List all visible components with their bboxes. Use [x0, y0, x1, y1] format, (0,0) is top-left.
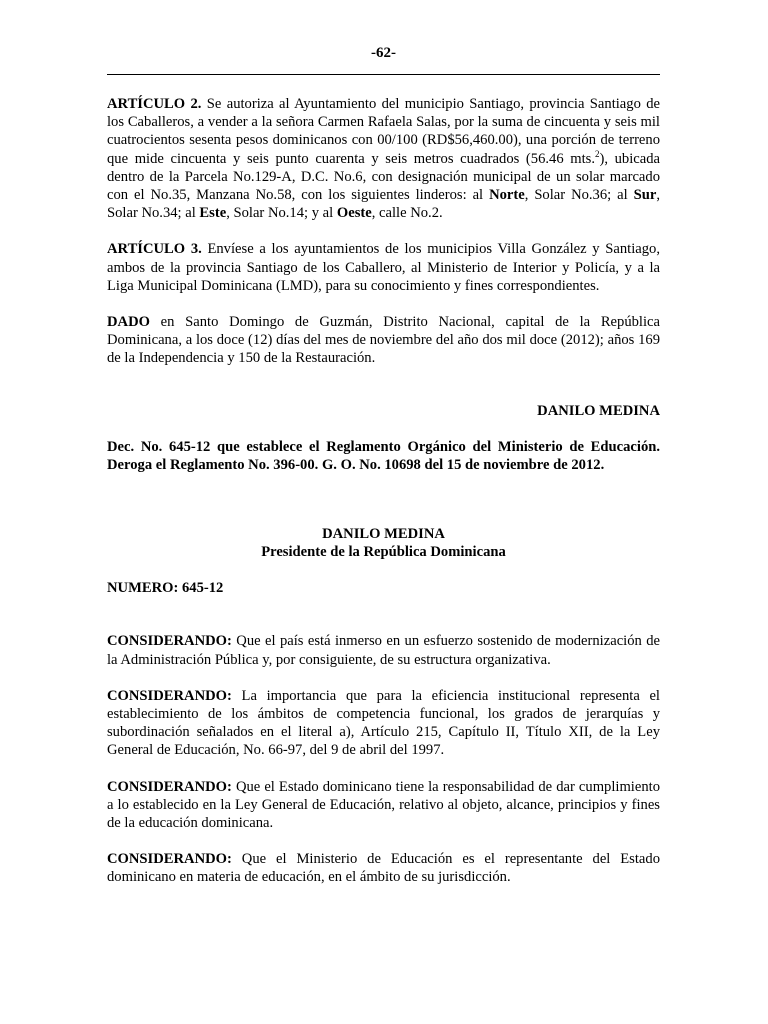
- lindero-este: Este: [199, 205, 227, 222]
- articulo-2-text-6: , calle No.2.: [371, 205, 443, 222]
- page-number: -62-: [371, 45, 396, 61]
- articulo-2-text-3: , Solar No.36; al: [524, 187, 634, 204]
- decree-number: NUMERO: 645-12: [107, 580, 224, 597]
- considerando-label: CONSIDERANDO:: [107, 851, 232, 868]
- articulo-3-paragraph: [107, 240, 660, 295]
- president-title: Presidente de la República Dominicana: [261, 544, 506, 561]
- lindero-oeste: Oeste: [336, 205, 372, 222]
- articulo-3-text: Envíese a los ayuntamientos de los municipios Villa González y Santiago, ambos de la provincia Santiago de los Caballero, al Ministerio de Interior y Policía, y a la Liga Municipal Dominicana (LMD), para su conocimiento y fines correspondientes.: [107, 241, 660, 294]
- dado-text: en Santo Domingo de Guzmán, Distrito Nacional, capital de la República Dominicana, a los doce (12) días del mes de noviembre del año dos mil doce (2012); años 169 de la Independencia y 150 de la Restauración.: [107, 314, 660, 367]
- dado-paragraph: [107, 313, 660, 368]
- considerando-label: CONSIDERANDO:: [107, 633, 232, 650]
- articulo-2-paragraph: [107, 95, 660, 222]
- lindero-sur: Sur: [633, 187, 657, 204]
- president-heading: [107, 525, 660, 561]
- dado-label: DADO: [107, 314, 150, 331]
- considerando-paragraph: [107, 687, 660, 760]
- decree-title: Dec. No. 645-12 que establece el Reglamento Orgánico del Ministerio de Educación. Deroga el Reglamento No. 396-00. G. O. No. 10698 del 15 de noviembre de 2012.: [107, 438, 660, 473]
- considerando-paragraph: [107, 850, 660, 886]
- considerando-text: Que el Estado dominicano tiene la responsabilidad de dar cumplimiento a lo establecido en la Ley General de Educación, relativo al objeto, alcance, principios y fines de la educación dominicana.: [107, 778, 660, 832]
- header-rule: [107, 74, 660, 75]
- lindero-norte: Norte: [489, 187, 525, 204]
- considerando-paragraph: [107, 632, 660, 668]
- articulo-2-text-2: ), ubicada dentro de la Parcela No.129-A, D.C. No.6, con designación municipal de un solar marcado con el No.35, Manzana No.58, con los siguientes linderos: al: [107, 150, 660, 204]
- articulo-2-text-5: , Solar No.14; y al: [226, 205, 337, 222]
- articulo-2-text-1: Se autoriza al Ayuntamiento del municipio Santiago, provincia Santiago de los Caballeros, a vender a la señora Carmen Rafaela Salas, por la suma de cincuenta y seis mil cuatrocientos sesenta pesos dominicanos con 00/100 (RD$56,460.00), una porción de terreno que mide cincuenta y seis punto cuarenta y seis metros cuadrados (56.46 mts.: [107, 96, 660, 167]
- considerando-label: CONSIDERANDO:: [107, 778, 232, 795]
- president-name: DANILO MEDINA: [322, 526, 445, 543]
- articulo-3-label: ARTÍCULO 3.: [107, 241, 202, 258]
- articulo-2-text-4: , Solar No.34; al: [107, 187, 660, 222]
- considerando-label: CONSIDERANDO:: [107, 687, 232, 704]
- considerando-text: Que el Ministerio de Educación es el representante del Estado dominicano en materia de educación, en el ámbito de su jurisdicción.: [107, 851, 660, 886]
- signature: DANILO MEDINA: [537, 402, 660, 419]
- articulo-2-label: ARTÍCULO 2.: [107, 96, 202, 112]
- considerando-text: Que el país está inmerso en un esfuerzo sostenido de modernización de la Administración Pública y, por consiguiente, de su estructura organizativa.: [107, 633, 660, 668]
- considerando-text: La importancia que para la eficiencia institucional representa el establecimiento de los ámbitos de competencia funcional, los grados de jerarquías y subordinación señalados en el literal a), Artículo 215, Capítulo II, Título XII, de la Ley General de Educación, No. 66-97, del 9 de abril del 1997.: [107, 687, 660, 759]
- superscript-2: 2: [594, 148, 600, 159]
- considerando-paragraph: [107, 778, 660, 833]
